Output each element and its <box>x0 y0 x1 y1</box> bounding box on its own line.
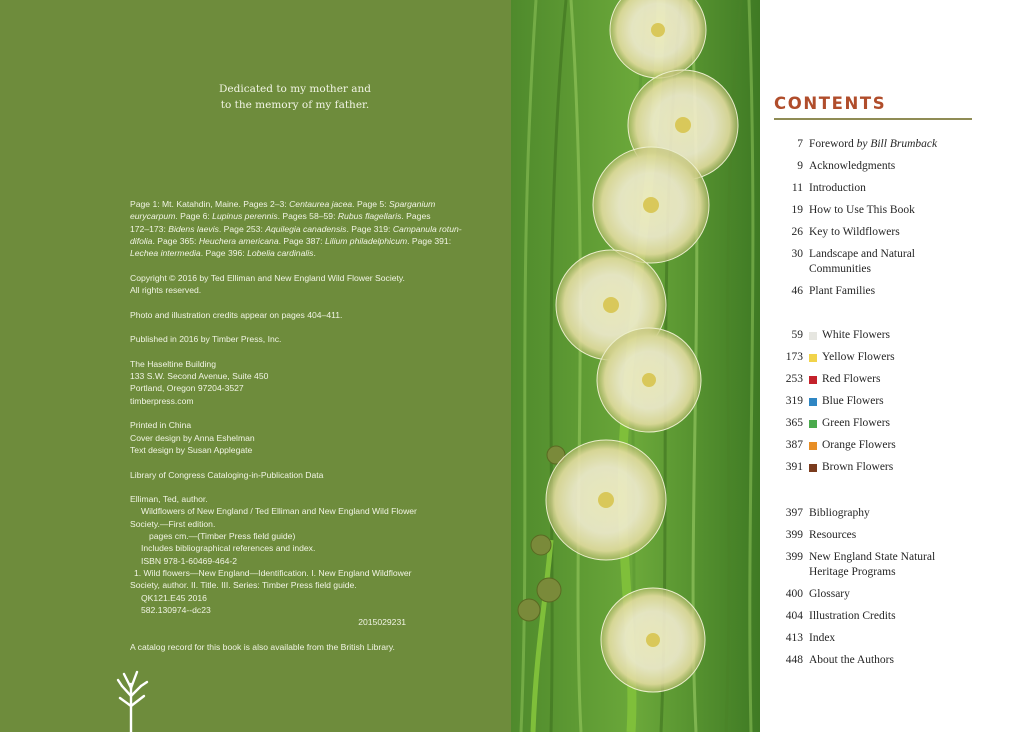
toc-label: Glossary <box>809 588 850 600</box>
toc-page-number: 59 <box>791 329 803 341</box>
contents-title: CONTENTS <box>774 94 887 113</box>
color-swatch-icon <box>809 354 817 362</box>
catalog-entry: Elliman, Ted, author. Wildflowers of New England / Ted Elliman and New England Wild Flower Society.—First edition. pages cm.—(Timber Press field guide) Includes bibliographical references and index. ISBN 978-1-60469-464-2 1. Wild flowers—New England—Identification. I. New England Wildflower Society, author. II. Title. III. Series: Timber Press field guide. QK121.E45 2016 582.130974--dc23 2015029231 <box>130 494 417 628</box>
photo-credits <box>130 198 460 259</box>
toc-page-number: 9 <box>797 160 803 172</box>
photo-credits-line: Lechea intermedia. Page 396: Lobelia cardinalis. <box>130 248 316 259</box>
plant-logo-icon <box>112 666 154 732</box>
toc-page-number: 7 <box>797 138 803 150</box>
cip-heading: Library of Congress Cataloging-in-Publication Data <box>130 469 324 480</box>
dedication <box>160 82 430 113</box>
toc-page-number: 399 <box>785 529 803 541</box>
contents-page <box>760 0 1020 732</box>
toc-page-number: 319 <box>785 395 803 407</box>
toc-page-number: 11 <box>791 182 803 194</box>
toc-page-number: 19 <box>791 204 803 216</box>
color-swatch-icon <box>809 376 817 384</box>
copyright-text <box>130 198 460 665</box>
contents-divider <box>774 118 972 120</box>
illustration-credits-note: Photo and illustration credits appear on pages 404–411. <box>130 309 343 320</box>
publisher-line: Published in 2016 by Timber Press, Inc. <box>130 334 282 345</box>
photo-credits-line: Page 1: Mt. Katahdin, Maine. Pages 2–3: Centaurea jacea. Page 5: Sparganium <box>130 199 436 209</box>
toc-label: Index <box>809 632 836 644</box>
printing-info: Printed in China Cover design by Anna Eshelman Text design by Susan Applegate <box>130 420 255 455</box>
toc-page-number: 253 <box>785 373 803 385</box>
color-swatch-icon <box>809 332 817 340</box>
toc-label: New England State Natural Heritage Programs <box>809 551 936 578</box>
toc-page-number: 397 <box>785 507 803 519</box>
toc-page-number: 387 <box>785 439 803 451</box>
dedication-line: to the memory of my father. <box>220 98 370 111</box>
toc-page-number: 413 <box>785 632 803 644</box>
toc-label: Landscape and Natural Communities <box>809 248 916 275</box>
toc-page-number: 448 <box>785 654 803 666</box>
color-swatch-icon <box>809 442 817 450</box>
color-swatch-icon <box>809 398 817 406</box>
toc-label: Bibliography <box>809 507 870 519</box>
copyright-notice: Copyright © 2016 by Ted Elliman and New England Wild Flower Society. All rights reserved. <box>130 272 405 296</box>
photo-credits-line: 172–173: Bidens laevis. Page 253: Aquilegia canadensis. Page 319: Campanula rotun- <box>130 223 462 234</box>
toc-page-number: 46 <box>791 285 803 297</box>
toc-label: Illustration Credits <box>809 610 896 622</box>
toc-label: Key to Wildflowers <box>809 226 900 238</box>
toc-label: Acknowledgments <box>809 160 896 172</box>
photo-credits-line: difolia. Page 365: Heuchera americana. Page 387: Lilium philadelphicum. Page 391: <box>130 235 452 246</box>
publisher-address: The Haseltine Building 133 S.W. Second Avenue, Suite 450 Portland, Oregon 97204-3527 timberpress.com <box>130 358 460 407</box>
toc-label: Green Flowers <box>822 417 891 429</box>
dedication-line: Dedicated to my mother and <box>218 83 372 95</box>
photo-artwork <box>511 0 760 732</box>
toc-page-number: 400 <box>785 588 803 600</box>
toc-label: Orange Flowers <box>822 439 896 451</box>
toc-label: Plant Families <box>809 285 876 297</box>
color-swatch-icon <box>809 464 817 472</box>
toc-page-number: 26 <box>791 226 803 238</box>
toc-label: Foreword by Bill Brumback <box>809 138 938 150</box>
publisher-website: timberpress.com <box>130 395 194 406</box>
toc-page-number: 391 <box>785 461 803 473</box>
toc-label: Brown Flowers <box>822 461 894 473</box>
toc-page-number: 173 <box>785 351 803 363</box>
british-library-note: A catalog record for this book is also available from the British Library. <box>130 641 395 652</box>
toc-label: About the Authors <box>809 654 894 666</box>
toc-label: White Flowers <box>822 329 891 341</box>
toc-label: Yellow Flowers <box>822 351 895 363</box>
toc-label: Blue Flowers <box>822 395 884 407</box>
bur-reed-flower-photo <box>511 0 760 732</box>
toc-page-number: 365 <box>785 417 803 429</box>
toc-label: How to Use This Book <box>809 204 915 216</box>
toc-label: Red Flowers <box>822 373 881 385</box>
color-swatch-icon <box>809 420 817 428</box>
toc-label: Resources <box>809 529 857 541</box>
photo-credits-line: eurycarpum. Page 6: Lupinus perennis. Pages 58–59: Rubus flagellaris. Pages <box>130 211 431 222</box>
toc-label: Introduction <box>809 182 866 194</box>
toc-page-number: 399 <box>785 551 803 563</box>
toc-page-number: 30 <box>791 248 803 260</box>
toc-page-number: 404 <box>785 610 803 622</box>
